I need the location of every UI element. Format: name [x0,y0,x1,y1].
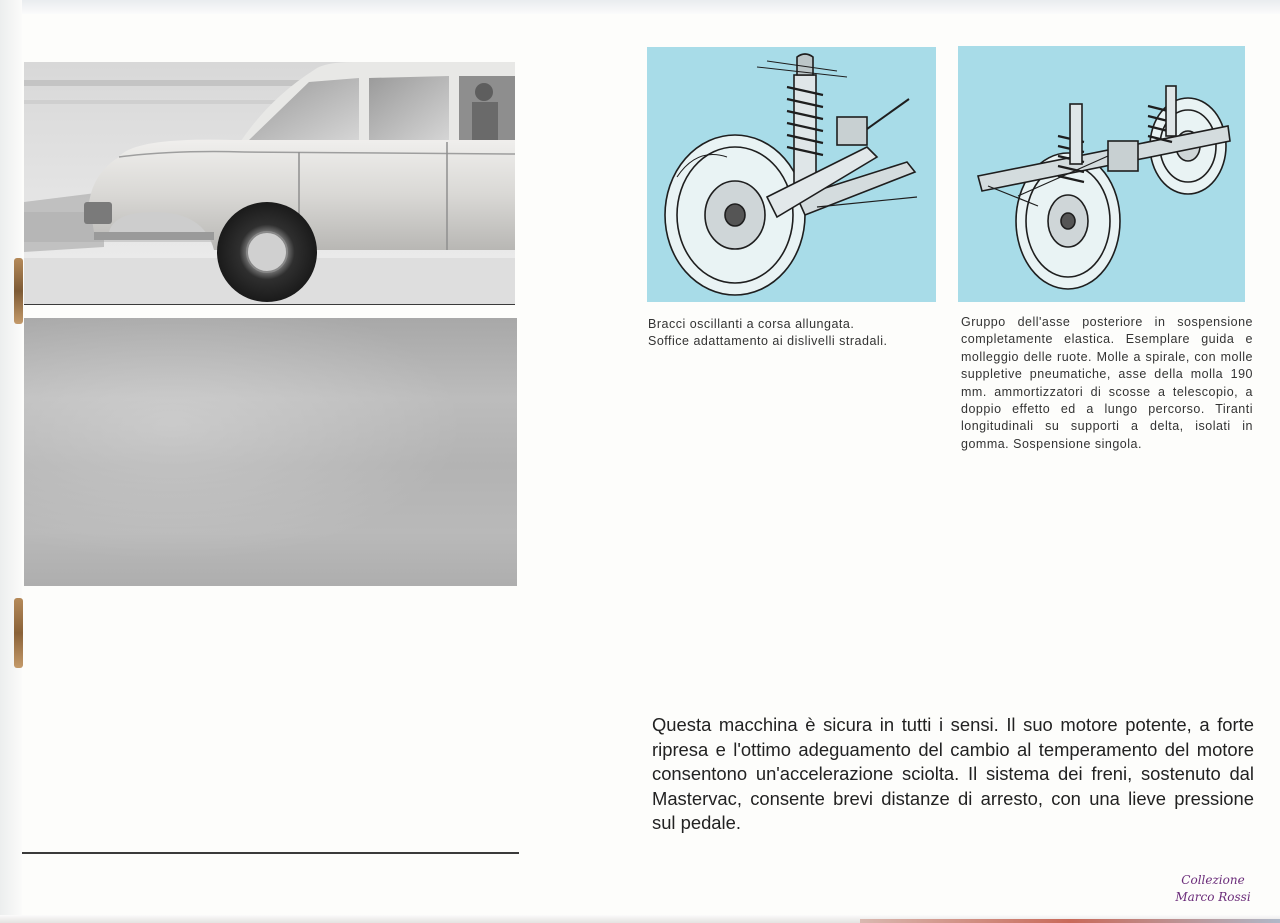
main-body-text: Questa macchina è sicura in tutti i sensi. Il suo motore potente, a forte ripresa e l'ottimo adeguamento del cambio al temperamento del motore consentono un'accelerazione sciolta. Il sistema dei freni, sostenuto dal Mastervac, consente brevi distanze di arresto, con una lieve pressione sul pedale. [652,714,1254,834]
binding-staple-top [14,258,23,324]
car-photo [24,62,515,304]
front-suspension-illustration [647,47,936,302]
car-illustration [24,62,515,304]
photo-rule-top [24,304,515,305]
signature-line-1: Collezione [1181,873,1245,887]
front-suspension-caption [648,316,928,351]
front-caption-line-2: Soffice adattamento ai dislivelli stradali. [648,334,888,349]
rear-axle-illustration [958,46,1245,302]
motion-blur-photo [24,318,517,586]
front-caption-line-1: Bracci oscillanti a corsa allungata. [648,317,855,331]
rear-axle-caption: Gruppo dell'asse posteriore in sospensione completamente elastica. Esemplare guida e molleggio delle ruote. Molle a spirale, con molle suppletive pneumatiche, asse della molla 190 mm. ammortizzatori di scosse a telescopio, a doppio effetto ed a lungo percorso. Tiranti longitudinali su supporti a delta, isolati in gomma. Sospensione singola. [961,315,1253,451]
signature-line-2: Marco Rossi [1175,890,1251,904]
page-edge-left [0,0,22,923]
page-rule-bottom [22,852,519,854]
cover-edge-strip [860,919,1280,923]
page-edge-top [0,0,1280,14]
binding-staple-bottom [14,598,23,668]
collection-signature [1163,872,1263,906]
